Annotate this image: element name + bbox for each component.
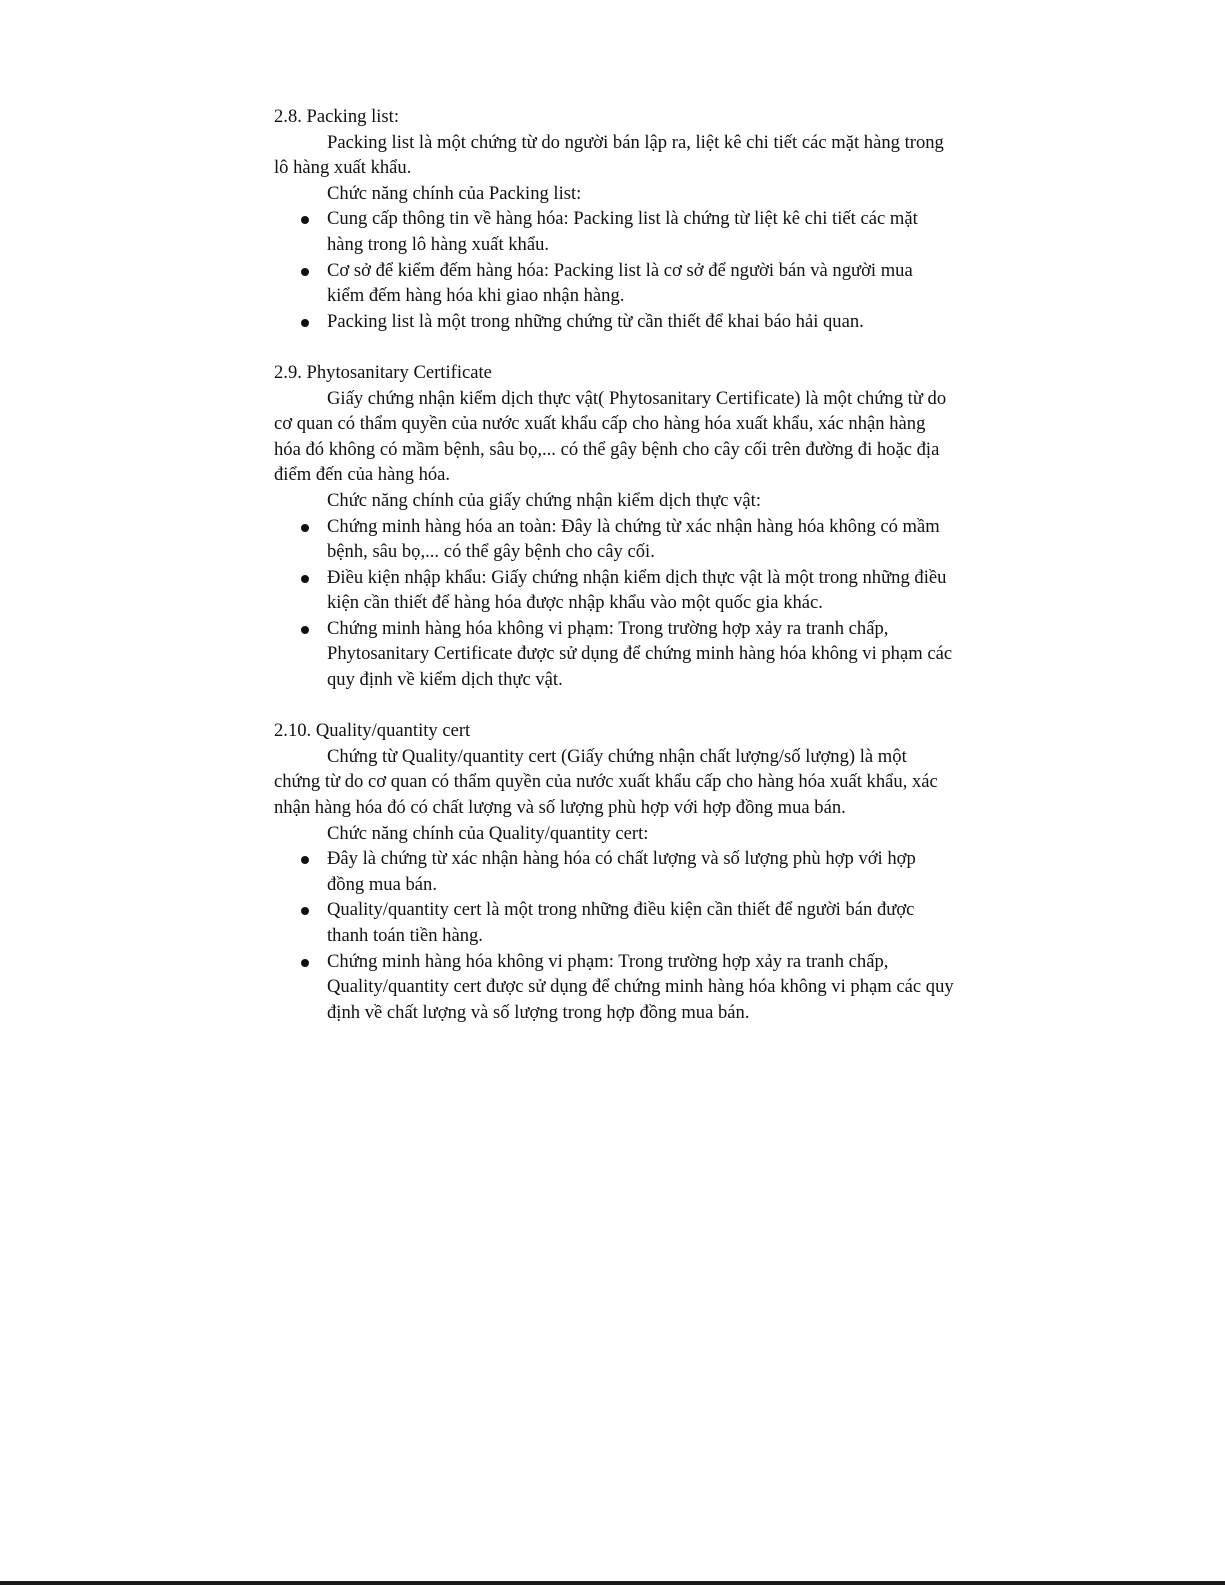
section-heading: 2.9. Phytosanitary Certificate: [274, 361, 492, 383]
functions-list: [274, 514, 954, 693]
bullet-icon: [301, 626, 309, 634]
list-item-text: Cơ sở để kiểm đếm hàng hóa: Packing list là cơ sở để người bán và người mua kiểm đếm hàng hóa khi giao nhận hàng.: [327, 259, 913, 307]
list-item: [274, 897, 954, 948]
list-item: [274, 565, 954, 616]
bullet-icon: [301, 319, 309, 327]
section-phytosanitary-certificate: [274, 360, 954, 693]
section-definition: Packing list là một chứng từ do người bán lập ra, liệt kê chi tiết các mặt hàng trong lô hàng xuất khẩu.: [274, 131, 944, 179]
list-item: [274, 206, 954, 257]
list-item: [274, 616, 954, 693]
section-packing-list: [274, 104, 954, 334]
list-item-text: Đây là chứng từ xác nhận hàng hóa có chất lượng và số lượng phù hợp với hợp đồng mua bán.: [327, 848, 916, 895]
list-item: [274, 949, 954, 1026]
bullet-icon: [301, 524, 309, 532]
list-item-text: Chứng minh hàng hóa an toàn: Đây là chứng từ xác nhận hàng hóa không có mầm bệnh, sâu bọ,... có thể gây bệnh cho cây cối.: [327, 515, 940, 563]
section-heading: 2.8. Packing list:: [274, 106, 399, 127]
functions-intro: Chức năng chính của Packing list:: [327, 182, 582, 204]
list-item: [274, 309, 954, 335]
list-item-text: Chứng minh hàng hóa không vi phạm: Trong trường hợp xảy ra tranh chấp, Phytosanitary Certificate được sử dụng để chứng minh hàng hóa không vi phạm các quy định về kiểm dịch thực vật.: [327, 617, 953, 691]
functions-intro: Chức năng chính của giấy chứng nhận kiểm dịch thực vật:: [327, 489, 762, 511]
bullet-icon: [301, 959, 309, 967]
list-item: [274, 258, 954, 309]
list-item-text: Quality/quantity cert là một trong những điều kiện cần thiết để người bán được thanh toán tiền hàng.: [327, 899, 915, 946]
list-item-text: Chứng minh hàng hóa không vi phạm: Trong trường hợp xảy ra tranh chấp, Quality/quantity cert được sử dụng để chứng minh hàng hóa không vi phạm các quy định về chất lượng và số lượng trong hợp đồng mua bán.: [327, 950, 954, 1023]
bullet-icon: [301, 216, 309, 224]
list-item: [274, 846, 954, 897]
section-definition: Giấy chứng nhận kiểm dịch thực vật( Phytosanitary Certificate) là một chứng từ do cơ quan có thẩm quyền của nước xuất khẩu cấp cho hàng hóa xuất khẩu, xác nhận hàng hóa đó không có mầm bệnh, sâu bọ,... có thể gây bệnh cho cây cối trên đường đi hoặc địa điểm đến của hàng hóa.: [274, 387, 947, 486]
list-item: [274, 514, 954, 565]
section-quality-quantity-cert: [274, 718, 954, 1025]
functions-intro: Chức năng chính của Quality/quantity cert:: [327, 822, 649, 844]
list-item-text: Packing list là một trong những chứng từ cần thiết để khai báo hải quan.: [327, 310, 864, 332]
functions-list: [274, 846, 954, 1025]
document-page: [274, 104, 954, 1051]
page-bottom-divider: [0, 1581, 1225, 1585]
bullet-icon: [301, 268, 309, 276]
list-item-text: Cung cấp thông tin về hàng hóa: Packing list là chứng từ liệt kê chi tiết các mặt hàng trong lô hàng xuất khẩu.: [327, 208, 918, 255]
bullet-icon: [301, 907, 309, 915]
section-definition: Chứng từ Quality/quantity cert (Giấy chứng nhận chất lượng/số lượng) là một chứng từ do cơ quan có thẩm quyền của nước xuất khẩu cấp cho hàng hóa xuất khẩu, xác nhận hàng hóa đó có chất lượng và số lượng phù hợp với hợp đồng mua bán.: [274, 745, 938, 819]
functions-list: [274, 206, 954, 334]
bullet-icon: [301, 856, 309, 864]
bullet-icon: [301, 575, 309, 583]
list-item-text: Điều kiện nhập khẩu: Giấy chứng nhận kiểm dịch thực vật là một trong những điều kiện cần thiết để hàng hóa được nhập khẩu vào một quốc gia khác.: [327, 566, 947, 614]
section-heading: 2.10. Quality/quantity cert: [274, 720, 471, 742]
